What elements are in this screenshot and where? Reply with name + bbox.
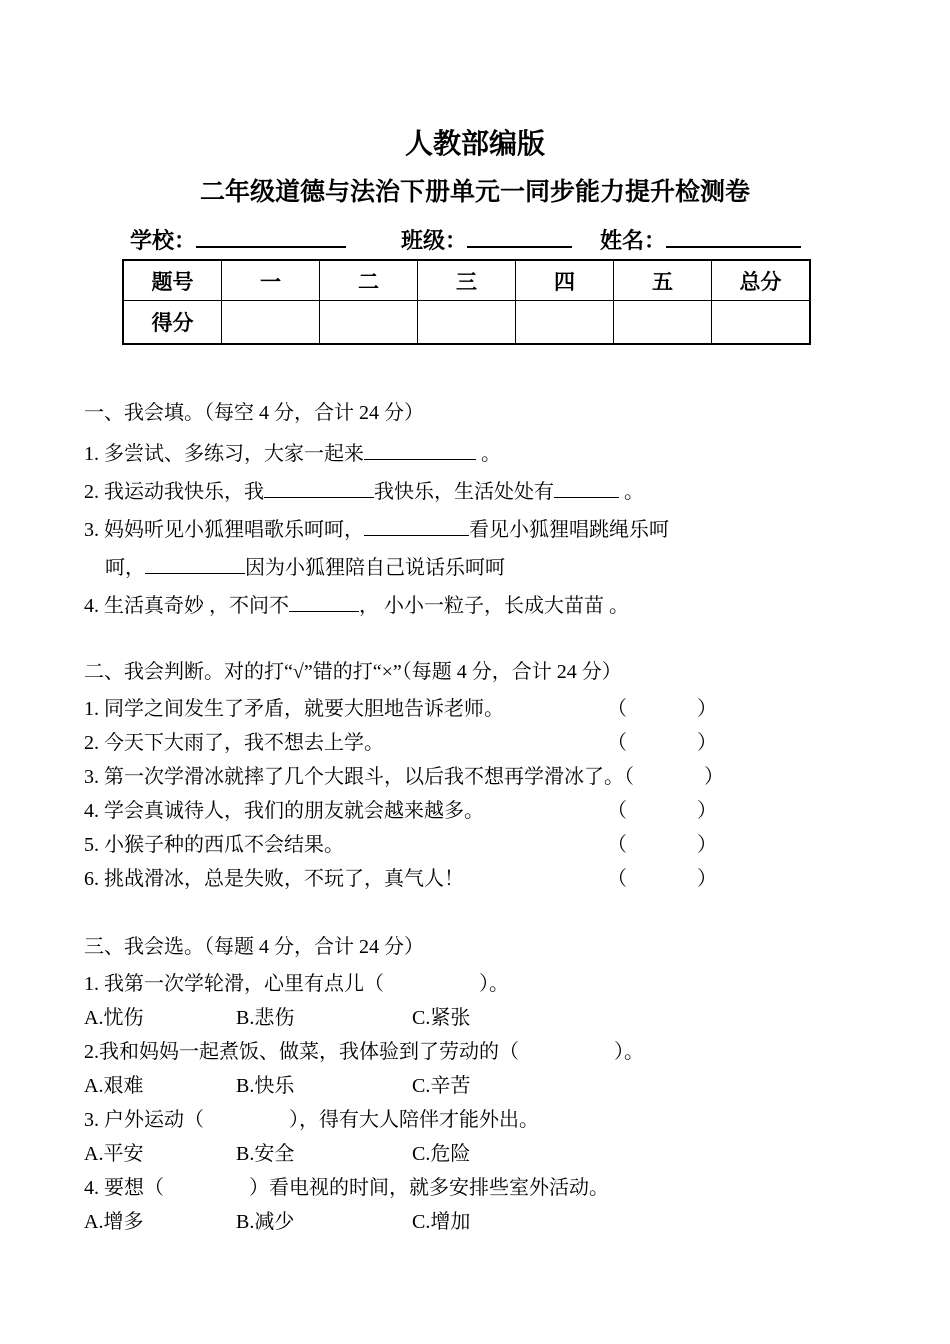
blank-underline[interactable]	[554, 477, 619, 498]
choice-question-4	[84, 1177, 890, 1199]
answer-space[interactable]	[164, 1193, 249, 1194]
open-paren: （	[607, 732, 627, 754]
score-cell[interactable]	[320, 301, 418, 345]
answer-space[interactable]	[627, 850, 697, 851]
score-row-label: 得分	[123, 301, 222, 345]
choice-question-text: 4. 要想（	[84, 1177, 164, 1199]
score-table-col-header: 一	[222, 260, 320, 301]
option-a[interactable]: A.艰难	[84, 1075, 144, 1097]
close-paren: ）	[704, 766, 724, 788]
choice-options-2	[84, 1075, 890, 1097]
answer-parens[interactable]	[607, 732, 717, 754]
judge-item-5	[84, 834, 890, 856]
fill-item-text: 看见小狐狸唱跳绳乐呵	[469, 519, 669, 541]
class-label: 班级：	[401, 228, 468, 253]
choice-question-1	[84, 973, 890, 995]
open-paren: （	[607, 698, 627, 720]
score-table	[122, 259, 811, 345]
score-table-col-header: 总分	[712, 260, 811, 301]
blank-underline[interactable]	[264, 477, 374, 498]
choice-question-3	[84, 1109, 890, 1131]
answer-space[interactable]	[627, 748, 697, 749]
option-c[interactable]: C.紧张	[412, 1007, 471, 1029]
judge-item-3	[84, 766, 890, 788]
choice-question-text: 2.我和妈妈一起煮饭、做菜，我体验到了劳动的（	[84, 1041, 519, 1063]
exam-body	[84, 402, 890, 1233]
blank-underline[interactable]	[289, 591, 359, 612]
open-paren: （	[607, 834, 627, 856]
score-cell[interactable]	[418, 301, 516, 345]
score-table-col-header: 三	[418, 260, 516, 301]
section-judge	[84, 661, 890, 890]
answer-parens[interactable]	[624, 766, 724, 788]
score-table-col-header: 五	[614, 260, 712, 301]
score-cell[interactable]	[222, 301, 320, 345]
answer-space[interactable]	[519, 1057, 614, 1058]
answer-space[interactable]	[627, 714, 697, 715]
fill-item-4	[84, 591, 890, 617]
choice-question-text: ）。	[479, 973, 509, 995]
option-b[interactable]: B.快乐	[236, 1075, 295, 1097]
choice-options-1	[84, 1007, 890, 1029]
score-table-score-row	[123, 301, 810, 345]
section-choice	[84, 936, 890, 1233]
blank-underline[interactable]	[145, 553, 245, 574]
edition-title: 人教部编版	[404, 129, 545, 160]
choice-question-text: 3. 户外运动（	[84, 1109, 204, 1131]
close-paren: ）	[697, 868, 717, 890]
choice-options-4	[84, 1211, 890, 1233]
answer-parens[interactable]	[607, 834, 717, 856]
section-fill	[84, 402, 890, 617]
close-paren: ）	[697, 834, 717, 856]
close-paren: ）	[697, 698, 717, 720]
answer-parens[interactable]	[607, 800, 717, 822]
answer-space[interactable]	[627, 816, 697, 817]
exam-title: 二年级道德与法治下册单元一同步能力提升检测卷	[199, 179, 750, 206]
score-cell[interactable]	[516, 301, 614, 345]
fill-item-3-continued	[105, 553, 890, 579]
score-table-col-header: 二	[320, 260, 418, 301]
fill-item-text: 3. 妈妈听见小狐狸唱歌乐呵呵，	[84, 519, 364, 541]
fill-item-text: 呵，	[105, 557, 145, 579]
class-blank[interactable]	[467, 226, 572, 248]
student-info-line	[130, 226, 950, 254]
score-table-corner-header: 题号	[123, 260, 222, 301]
option-a[interactable]: A.平安	[84, 1143, 144, 1165]
judge-item-4	[84, 800, 890, 822]
judge-item-text: 3. 第一次学滑冰就摔了几个大跟斗，以后我不想再学滑冰了。	[84, 766, 624, 788]
fill-item-text: 因为小狐狸陪自己说话乐呵呵	[245, 557, 505, 579]
choice-question-2	[84, 1041, 890, 1063]
score-cell[interactable]	[614, 301, 712, 345]
option-b[interactable]: B.悲伤	[236, 1007, 295, 1029]
choice-question-text: ），得有大人陪伴才能外出。	[289, 1109, 539, 1131]
name-label: 姓名：	[600, 228, 667, 253]
option-b[interactable]: B.安全	[236, 1143, 295, 1165]
option-c[interactable]: C.辛苦	[412, 1075, 471, 1097]
answer-space[interactable]	[204, 1125, 289, 1126]
option-c[interactable]: C.危险	[412, 1143, 471, 1165]
judge-item-text: 1. 同学之间发生了矛盾，就要大胆地告诉老师。	[84, 698, 504, 720]
choice-question-text: ）。	[614, 1041, 644, 1063]
open-paren: （	[624, 766, 634, 788]
answer-space[interactable]	[384, 989, 479, 990]
choice-question-text: 1. 我第一次学轮滑，心里有点儿（	[84, 973, 384, 995]
answer-space[interactable]	[634, 782, 704, 783]
section-choice-heading: 三、我会选。（每题 4 分，合计 24 分）	[84, 936, 424, 958]
blank-underline[interactable]	[364, 439, 476, 460]
close-paren: ）	[697, 732, 717, 754]
open-paren: （	[607, 868, 627, 890]
blank-underline[interactable]	[364, 515, 469, 536]
fill-item-1	[84, 439, 890, 465]
option-b[interactable]: B.减少	[236, 1211, 295, 1233]
answer-parens[interactable]	[607, 698, 717, 720]
score-table-header-row	[123, 260, 810, 301]
fill-item-text: 。	[619, 481, 644, 503]
judge-item-2	[84, 732, 890, 754]
answer-space[interactable]	[627, 884, 697, 885]
fill-item-text: 。	[476, 443, 501, 465]
fill-item-text: 2. 我运动我快乐，我	[84, 481, 264, 503]
fill-item-text: 我快乐，生活处处有	[374, 481, 554, 503]
score-table-col-header: 四	[516, 260, 614, 301]
judge-item-text: 4. 学会真诚待人，我们的朋友就会越来越多。	[84, 800, 484, 822]
school-blank[interactable]	[196, 226, 346, 248]
judge-item-6	[84, 868, 890, 890]
option-a[interactable]: A.忧伤	[84, 1007, 144, 1029]
option-a[interactable]: A.增多	[84, 1211, 144, 1233]
choice-options-3	[84, 1143, 890, 1165]
answer-parens[interactable]	[607, 868, 717, 890]
fill-item-text: ， 小小一粒子，长成大苗苗 。	[359, 595, 629, 617]
fill-item-text: 4. 生活真奇妙 ，不问不	[84, 595, 289, 617]
close-paren: ）	[697, 800, 717, 822]
judge-item-text: 2. 今天下大雨了，我不想去上学。	[84, 732, 384, 754]
choice-question-text: ）看电视的时间，就多安排些室外活动。	[249, 1177, 609, 1199]
section-fill-heading: 一、我会填。（每空 4 分，合计 24 分）	[84, 402, 424, 424]
score-cell[interactable]	[712, 301, 811, 345]
judge-item-text: 6. 挑战滑冰，总是失败，不玩了，真气人！	[84, 868, 464, 890]
judge-item-1	[84, 698, 890, 720]
fill-item-text: 1. 多尝试、多练习，大家一起来	[84, 443, 364, 465]
fill-item-2	[84, 477, 890, 503]
judge-item-text: 5. 小猴子种的西瓜不会结果。	[84, 834, 344, 856]
name-blank[interactable]	[666, 226, 801, 248]
fill-item-3	[84, 515, 890, 541]
section-judge-heading: 二、我会判断。对的打“√”错的打“×”（每题 4 分，合计 24 分）	[84, 661, 622, 683]
option-c[interactable]: C.增加	[412, 1211, 471, 1233]
open-paren: （	[607, 800, 627, 822]
school-label: 学校：	[130, 228, 197, 253]
